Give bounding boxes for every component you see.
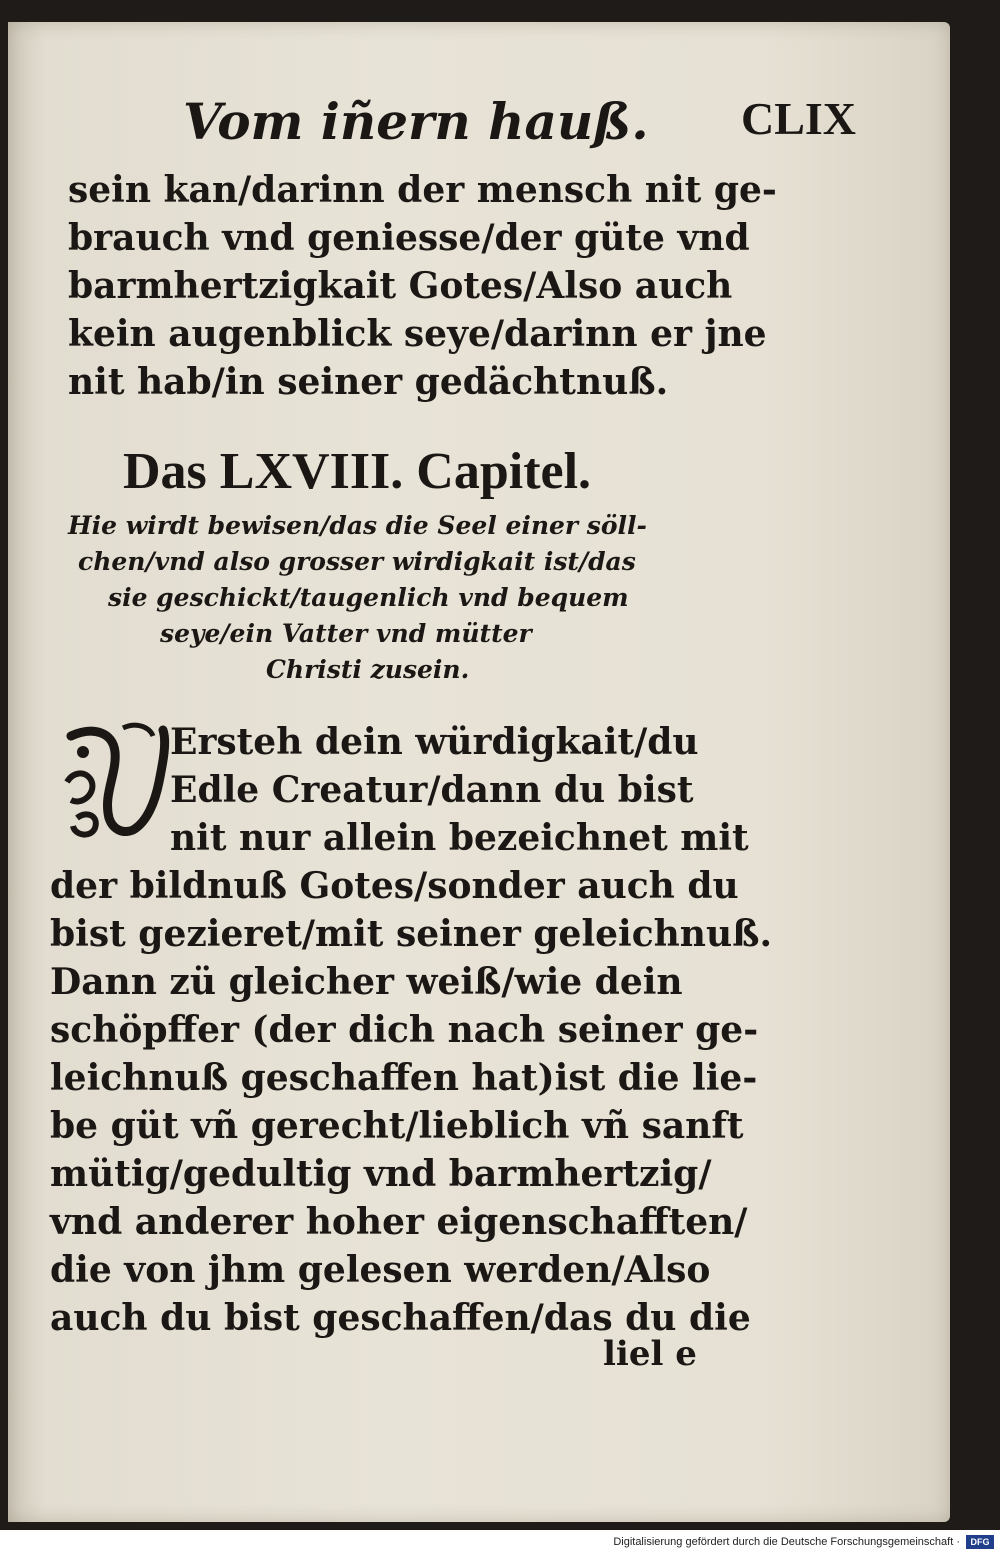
- text-line: Edle Creatur/dann du bist: [170, 769, 694, 811]
- dfg-logo-icon: DFG: [966, 1535, 994, 1549]
- footer-bar: [0, 1530, 1000, 1556]
- text-line: die von jhm gelesen werden/Also: [50, 1249, 711, 1291]
- text-line: leichnuß geschaffen hat)ist die lie-: [50, 1057, 758, 1099]
- text-line: bist gezieret/mit seiner geleichnuß.: [50, 913, 773, 955]
- chapter-summary-line: seye/ein Vatter vnd mütter: [160, 619, 532, 648]
- text-line: barmhertzigkait Gotes/Also auch: [68, 265, 733, 307]
- chapter-summary-line: sie geschickt/taugenlich vnd bequem: [108, 583, 629, 612]
- text-line: der bildnuß Gotes/sonder auch du: [50, 865, 739, 907]
- text-line: vnd anderer hoher eigenschafften/: [50, 1201, 748, 1243]
- funding-credit: Digitalisierung gefördert durch die Deutsche Forschungsgemeinschaft ·: [613, 1536, 960, 1548]
- text-line: brauch vnd geniesse/der güte vnd: [68, 217, 750, 259]
- text-line: be güt vñ gerecht/lieblich vñ sanft: [50, 1105, 744, 1147]
- text-line: sein kan/darinn der mensch nit ge-: [68, 169, 777, 211]
- text-line: mütig/gedultig vnd barmhertzig/: [50, 1153, 712, 1195]
- text-line: kein augenblick seye/darinn er jne: [68, 313, 767, 355]
- catchword: liel e: [603, 1334, 697, 1374]
- text-line: nit hab/in seiner gedächtnuß.: [68, 361, 669, 403]
- text-line: Ersteh dein würdigkait/du: [170, 721, 699, 763]
- text-line: Dann zü gleicher weiß/wie dein: [50, 961, 683, 1003]
- chapter-summary-line: Christi zusein.: [266, 655, 470, 684]
- chapter-heading: Das LXVIII. Capitel.: [123, 443, 592, 500]
- chapter-summary-line: Hie wirdt bewisen/das die Seel einer söll-: [68, 511, 647, 540]
- running-title: Vom iñern hauß.: [183, 92, 649, 151]
- book-page: [8, 22, 950, 1522]
- text-line: nit nur allein bezeichnet mit: [170, 817, 749, 859]
- decorated-initial-v: [63, 722, 171, 842]
- folio-number: CLIX: [741, 93, 857, 144]
- text-line: auch du bist geschaffen/das du die: [50, 1297, 751, 1339]
- text-line: schöpffer (der dich nach seiner ge-: [50, 1009, 759, 1051]
- chapter-summary-line: chen/vnd also grosser wirdigkait ist/das: [78, 547, 636, 576]
